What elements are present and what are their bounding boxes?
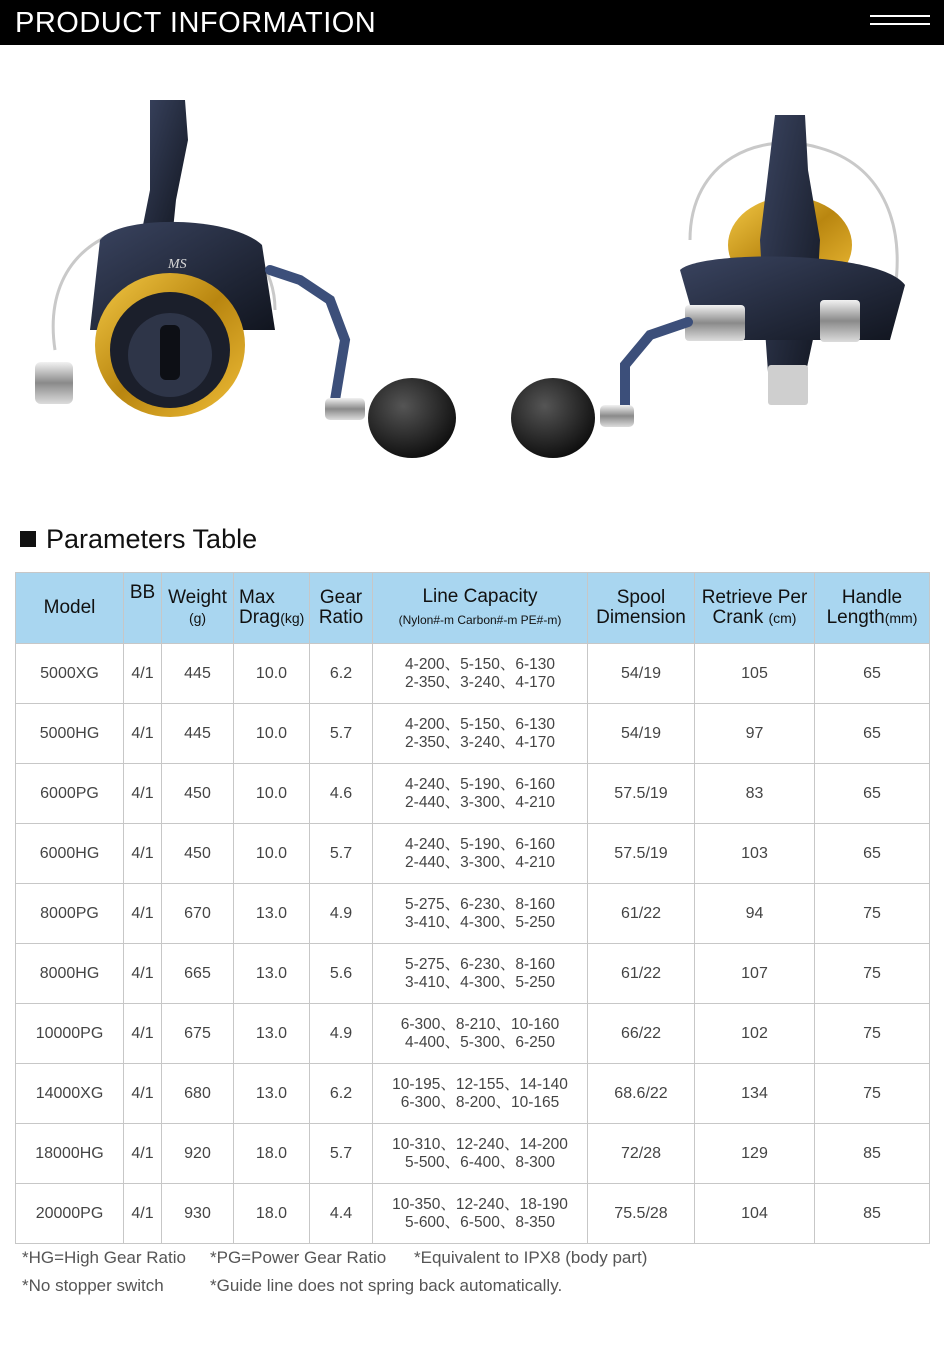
parameters-table xyxy=(15,572,930,1244)
line-capacity-nylon-carbon: 4-200、5-150、6-130 xyxy=(405,655,555,673)
cell-drag: 18.0 xyxy=(234,1184,310,1244)
cell-model: 14000XG xyxy=(16,1064,124,1124)
cell-model: 5000XG xyxy=(16,644,124,704)
note-ipx8: *Equivalent to IPX8 (body part) xyxy=(414,1248,648,1267)
cell-line-capacity xyxy=(373,764,588,824)
header-weight: Weight (g) xyxy=(162,573,234,644)
note-high-gear-ratio: *HG=High Gear Ratio xyxy=(22,1248,186,1267)
cell-spool: 66/22 xyxy=(588,1004,695,1064)
cell-ratio: 4.4 xyxy=(310,1184,373,1244)
cell-drag: 13.0 xyxy=(234,944,310,1004)
cell-bb: 4/1 xyxy=(124,1124,162,1184)
line-capacity-pe: 2-350、3-240、4-170 xyxy=(405,673,555,691)
cell-line-capacity xyxy=(373,1184,588,1244)
cell-handle: 75 xyxy=(815,1064,930,1124)
cell-handle: 65 xyxy=(815,704,930,764)
cell-retrieve: 107 xyxy=(695,944,815,1004)
line-capacity-nylon-carbon: 4-200、5-150、6-130 xyxy=(405,715,555,733)
cell-retrieve: 104 xyxy=(695,1184,815,1244)
cell-bb: 4/1 xyxy=(124,884,162,944)
cell-retrieve: 134 xyxy=(695,1064,815,1124)
cell-line-capacity xyxy=(373,1004,588,1064)
table-row xyxy=(16,1064,930,1124)
cell-weight: 920 xyxy=(162,1124,234,1184)
line-capacity-pe: 2-440、3-300、4-210 xyxy=(405,793,555,811)
top-header-bar xyxy=(0,0,944,45)
hamburger-menu-icon[interactable] xyxy=(870,13,932,29)
cell-spool: 61/22 xyxy=(588,944,695,1004)
cell-weight: 670 xyxy=(162,884,234,944)
cell-drag: 13.0 xyxy=(234,1004,310,1064)
cell-bb: 4/1 xyxy=(124,704,162,764)
cell-drag: 10.0 xyxy=(234,764,310,824)
table-row xyxy=(16,644,930,704)
cell-spool: 72/28 xyxy=(588,1124,695,1184)
line-capacity-pe: 2-440、3-300、4-210 xyxy=(405,853,555,871)
cell-spool: 54/19 xyxy=(588,704,695,764)
table-header-row xyxy=(16,573,930,644)
cell-retrieve: 103 xyxy=(695,824,815,884)
cell-ratio: 5.6 xyxy=(310,944,373,1004)
cell-bb: 4/1 xyxy=(124,764,162,824)
table-row xyxy=(16,1124,930,1184)
cell-retrieve: 94 xyxy=(695,884,815,944)
cell-weight: 680 xyxy=(162,1064,234,1124)
cell-ratio: 5.7 xyxy=(310,704,373,764)
cell-weight: 930 xyxy=(162,1184,234,1244)
cell-drag: 13.0 xyxy=(234,884,310,944)
header-handle-length: Handle Length(mm) xyxy=(815,573,930,644)
line-capacity-pe: 3-410、4-300、5-250 xyxy=(405,913,555,931)
header-max-drag: Max Drag(kg) xyxy=(234,573,310,644)
cell-retrieve: 129 xyxy=(695,1124,815,1184)
line-capacity-pe: 3-410、4-300、5-250 xyxy=(405,973,555,991)
header-gear-ratio: Gear Ratio xyxy=(310,573,373,644)
table-row xyxy=(16,824,930,884)
parameters-table-heading xyxy=(20,522,257,556)
cell-ratio: 6.2 xyxy=(310,644,373,704)
note-guide-line: *Guide line does not spring back automatically. xyxy=(210,1276,563,1295)
cell-retrieve: 105 xyxy=(695,644,815,704)
reel-front-view xyxy=(35,100,456,458)
line-capacity-nylon-carbon: 10-350、12-240、18-190 xyxy=(392,1195,568,1213)
cell-line-capacity xyxy=(373,944,588,1004)
cell-weight: 675 xyxy=(162,1004,234,1064)
cell-model: 6000PG xyxy=(16,764,124,824)
header-spool-dimension: Spool Dimension xyxy=(588,573,695,644)
cell-weight: 445 xyxy=(162,704,234,764)
cell-ratio: 4.6 xyxy=(310,764,373,824)
cell-ratio: 6.2 xyxy=(310,1064,373,1124)
cell-retrieve: 97 xyxy=(695,704,815,764)
cell-handle: 75 xyxy=(815,1004,930,1064)
cell-bb: 4/1 xyxy=(124,644,162,704)
line-capacity-pe: 6-300、8-200、10-165 xyxy=(400,1093,560,1111)
line-capacity-nylon-carbon: 5-275、6-230、8-160 xyxy=(405,955,555,973)
cell-spool: 54/19 xyxy=(588,644,695,704)
cell-spool: 57.5/19 xyxy=(588,764,695,824)
cell-line-capacity xyxy=(373,704,588,764)
cell-handle: 75 xyxy=(815,884,930,944)
section-title: Parameters Table xyxy=(46,523,258,554)
cell-spool: 75.5/28 xyxy=(588,1184,695,1244)
product-photos xyxy=(0,45,944,485)
spool-logo-text: MS xyxy=(168,257,187,272)
cell-spool: 61/22 xyxy=(588,884,695,944)
line-capacity-nylon-carbon: 10-195、12-155、14-140 xyxy=(392,1075,568,1093)
cell-model: 5000HG xyxy=(16,704,124,764)
cell-bb: 4/1 xyxy=(124,1004,162,1064)
cell-line-capacity xyxy=(373,1124,588,1184)
cell-handle: 85 xyxy=(815,1184,930,1244)
cell-bb: 4/1 xyxy=(124,824,162,884)
cell-handle: 65 xyxy=(815,764,930,824)
cell-model: 18000HG xyxy=(16,1124,124,1184)
cell-drag: 13.0 xyxy=(234,1064,310,1124)
cell-bb: 4/1 xyxy=(124,1064,162,1124)
line-capacity-pe: 4-400、5-300、6-250 xyxy=(405,1033,555,1051)
cell-ratio: 4.9 xyxy=(310,1004,373,1064)
table-row xyxy=(16,884,930,944)
line-capacity-pe: 2-350、3-240、4-170 xyxy=(405,733,555,751)
table-row xyxy=(16,704,930,764)
cell-retrieve: 83 xyxy=(695,764,815,824)
cell-spool: 68.6/22 xyxy=(588,1064,695,1124)
header-line-capacity: Line Capacity (Nylon#-m Carbon#-m PE#-m) xyxy=(373,573,588,644)
table-row xyxy=(16,764,930,824)
cell-drag: 10.0 xyxy=(234,704,310,764)
cell-model: 8000PG xyxy=(16,884,124,944)
cell-bb: 4/1 xyxy=(124,944,162,1004)
cell-model: 20000PG xyxy=(16,1184,124,1244)
cell-model: 10000PG xyxy=(16,1004,124,1064)
header-model: Model xyxy=(16,573,124,644)
table-row xyxy=(16,944,930,1004)
cell-spool: 57.5/19 xyxy=(588,824,695,884)
cell-handle: 65 xyxy=(815,824,930,884)
cell-weight: 665 xyxy=(162,944,234,1004)
line-capacity-pe: 5-600、6-500、8-350 xyxy=(405,1213,555,1231)
cell-weight: 450 xyxy=(162,824,234,884)
cell-bb: 4/1 xyxy=(124,1184,162,1244)
note-power-gear-ratio: *PG=Power Gear Ratio xyxy=(210,1248,387,1267)
cell-ratio: 5.7 xyxy=(310,824,373,884)
cell-model: 8000HG xyxy=(16,944,124,1004)
cell-retrieve: 102 xyxy=(695,1004,815,1064)
cell-ratio: 5.7 xyxy=(310,1124,373,1184)
cell-line-capacity xyxy=(373,644,588,704)
header-retrieve-per-crank: Retrieve Per Crank (cm) xyxy=(695,573,815,644)
header-bb: BB xyxy=(124,573,162,644)
cell-ratio: 4.9 xyxy=(310,884,373,944)
table-row xyxy=(16,1184,930,1244)
cell-line-capacity xyxy=(373,824,588,884)
line-capacity-nylon-carbon: 4-240、5-190、6-160 xyxy=(405,835,555,853)
cell-line-capacity xyxy=(373,884,588,944)
line-capacity-pe: 5-500、6-400、8-300 xyxy=(405,1153,555,1171)
cell-handle: 75 xyxy=(815,944,930,1004)
cell-line-capacity xyxy=(373,1064,588,1124)
line-capacity-nylon-carbon: 10-310、12-240、14-200 xyxy=(392,1135,568,1153)
cell-model: 6000HG xyxy=(16,824,124,884)
cell-drag: 10.0 xyxy=(234,824,310,884)
cell-weight: 445 xyxy=(162,644,234,704)
page-title: PRODUCT INFORMATION xyxy=(15,7,377,39)
line-capacity-nylon-carbon: 5-275、6-230、8-160 xyxy=(405,895,555,913)
table-row xyxy=(16,1004,930,1064)
line-capacity-nylon-carbon: 6-300、8-210、10-160 xyxy=(400,1015,560,1033)
cell-drag: 18.0 xyxy=(234,1124,310,1184)
cell-handle: 85 xyxy=(815,1124,930,1184)
reel-back-view xyxy=(511,115,905,458)
cell-weight: 450 xyxy=(162,764,234,824)
line-capacity-nylon-carbon: 4-240、5-190、6-160 xyxy=(405,775,555,793)
note-no-stopper-switch: *No stopper switch xyxy=(22,1276,164,1295)
black-square-bullet-icon xyxy=(20,531,36,547)
cell-handle: 65 xyxy=(815,644,930,704)
cell-drag: 10.0 xyxy=(234,644,310,704)
